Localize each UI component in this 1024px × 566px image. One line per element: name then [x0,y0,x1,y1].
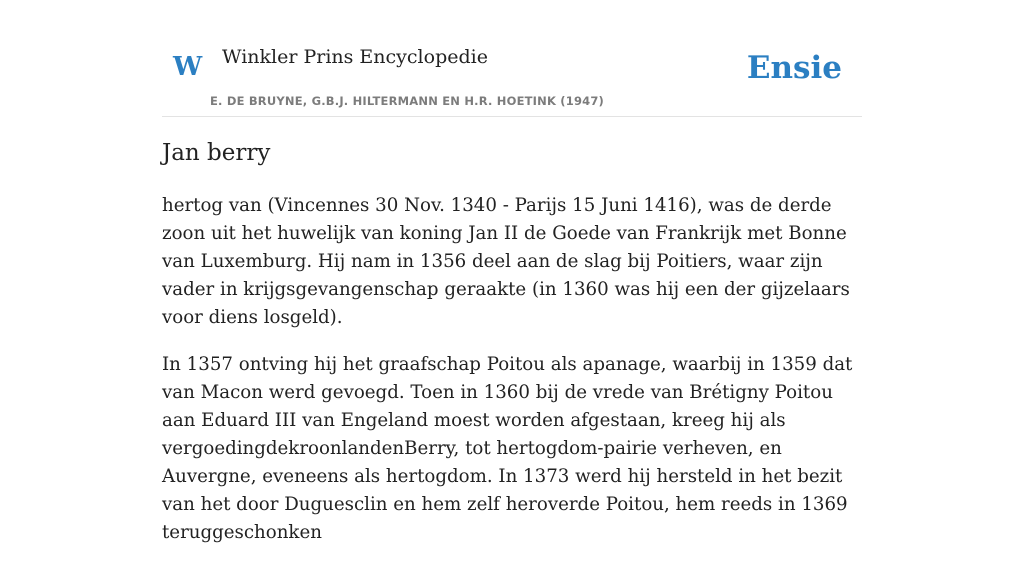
article-title: Jan berry [162,140,271,166]
source-title: Winkler Prins Encyclopedie [222,46,488,68]
source-authors: E. DE BRUYNE, G.B.J. HILTERMANN EN H.R. HOETINK (1947) [210,94,605,108]
article-body [162,192,862,566]
ensie-brand-link[interactable]: Ensie [746,50,842,86]
site-header [162,0,862,117]
article-paragraph-2: In 1357 ontving hij het graafschap Poitou als apanage, waarbij in 1359 dat van Macon werd gevoegd. Toen in 1360 bij de vrede van Brétigny Poitou aan Eduard III van Engeland moest worden afgestaan, kreeg hij als vergoedingdekroonlandenBerry, tot hertogdom-pairie verheven, en Auvergne, eveneens als hertogdom. In 1373 werd hij hersteld in het bezit van het door Duguesclin en hem zelf heroverde Poitou, hem reeds in 1369 teruggeschonken [162,354,853,543]
article-paragraph-1: hertog van (Vincennes 30 Nov. 1340 - Parijs 15 Juni 1416), was de derde zoon uit het huwelijk van koning Jan II de Goede van Frankrijk met Bonne van Luxemburg. Hij nam in 1356 deel aan de slag bij Poitiers, waar zijn vader in krijgsgevangenschap geraakte (in 1360 was hij een der gijzelaars voor diens losgeld). [162,195,850,328]
winkler-prins-logo-link[interactable]: W [173,52,203,82]
